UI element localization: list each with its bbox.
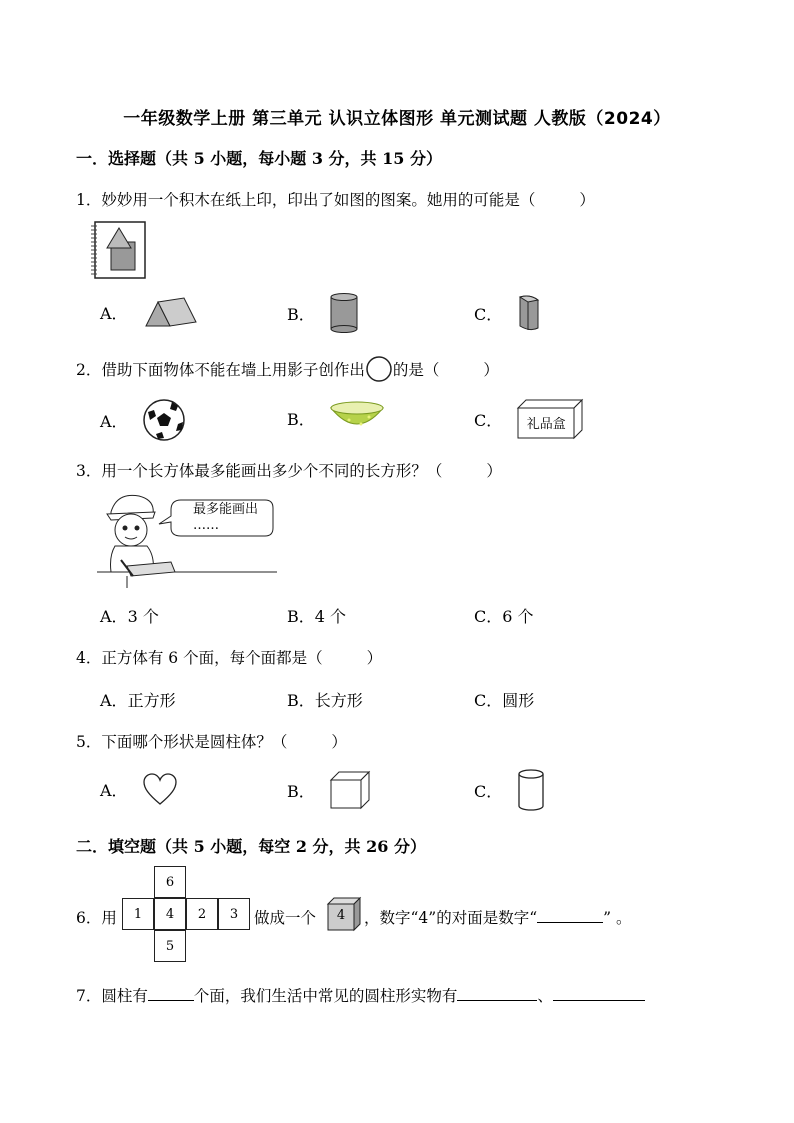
cylinder-outline-icon	[516, 768, 546, 812]
q1-option-b[interactable]: B．	[287, 292, 359, 334]
section-fill-heading: 二．填空题（共 5 小题，每空 2 分，共 26 分）	[76, 837, 426, 856]
page-title: 一年级数学上册 第三单元 认识立体图形 单元测试题 人教版（2024）	[123, 109, 671, 129]
cylinder-icon	[329, 292, 359, 334]
half-cylinder-icon	[516, 292, 542, 334]
q5-option-b[interactable]: B．	[287, 770, 371, 810]
question-3: 3．用一个长方体最多能画出多少个不同的长方形？（ ）	[76, 462, 502, 480]
q3-option-c[interactable]: C． 6 个	[474, 607, 534, 626]
q1-option-c[interactable]: C．	[474, 292, 542, 334]
gift-box-icon	[516, 398, 584, 440]
q3-option-b[interactable]: B． 4 个	[287, 607, 347, 626]
net-cell: 4	[154, 898, 186, 930]
net-cell: 1	[122, 898, 154, 930]
stamp-pattern-image	[89, 220, 147, 280]
q4-option-c[interactable]: C． 圆形	[474, 691, 535, 710]
question-1: 1．妙妙用一个积木在纸上印，印出了如图的图案。她用的可能是（ ）	[76, 191, 595, 209]
q5-option-c[interactable]: C．	[474, 768, 546, 812]
net-cell-top: 6	[154, 866, 186, 898]
q2-option-b[interactable]: B．	[287, 398, 385, 438]
soccer-ball-icon	[142, 398, 186, 442]
speech-bubble-text: 最多能画出 ……	[193, 502, 259, 533]
q5-option-a[interactable]: A．	[100, 772, 178, 806]
section-choice-heading: 一．选择题（共 5 小题，每小题 3 分，共 15 分）	[76, 149, 442, 168]
question-7: 7．圆柱有 个面，我们生活中常见的圆柱形实物有 、	[76, 984, 645, 1006]
answer-blank[interactable]	[537, 908, 603, 923]
question-text: 妙妙用一个积木在纸上印，印出了如图的图案。她用的可能是（	[101, 191, 536, 209]
answer-blank[interactable]	[553, 986, 645, 1001]
heart-icon	[142, 772, 178, 806]
circle-shape-icon	[365, 355, 393, 383]
net-cell: 2	[186, 898, 218, 930]
question-5: 5．下面哪个形状是圆柱体？（ ）	[76, 733, 347, 751]
q2-option-c[interactable]: C． 礼品盒	[474, 398, 584, 440]
q2-option-a[interactable]: A．	[100, 398, 186, 442]
gift-box-label: 礼品盒	[526, 417, 566, 432]
cube-face-number: 4	[336, 908, 346, 923]
cube-icon	[329, 770, 371, 810]
net-cell-bottom: 5	[154, 930, 186, 962]
cube-net	[122, 866, 252, 964]
answer-blank[interactable]	[457, 986, 537, 1001]
question-number: 1．	[76, 191, 102, 209]
question-2: 2． 借助下面物体不能在墙上用影子创作出 的是（ ）	[76, 355, 499, 383]
q6-make-text: 做成一个	[254, 909, 317, 927]
q3-option-a[interactable]: A． 3 个	[100, 607, 159, 626]
q6-prefix: 6．用	[76, 909, 117, 927]
q4-option-b[interactable]: B． 长方形	[287, 691, 363, 710]
q6-text: ，数字“4”的对面是数字“ ” 。	[364, 909, 632, 927]
q1-option-a[interactable]: A．	[100, 294, 198, 330]
boy-drawing-image	[97, 490, 277, 588]
net-cell: 3	[218, 898, 250, 930]
question-4: 4．正方体有 6 个面，每个面都是（ ）	[76, 649, 383, 667]
answer-blank[interactable]	[148, 986, 194, 1001]
bowl-icon	[329, 398, 385, 438]
cube-with-number	[326, 896, 362, 932]
q4-option-a[interactable]: A． 正方形	[100, 691, 176, 710]
triangular-prism-icon	[142, 294, 198, 330]
